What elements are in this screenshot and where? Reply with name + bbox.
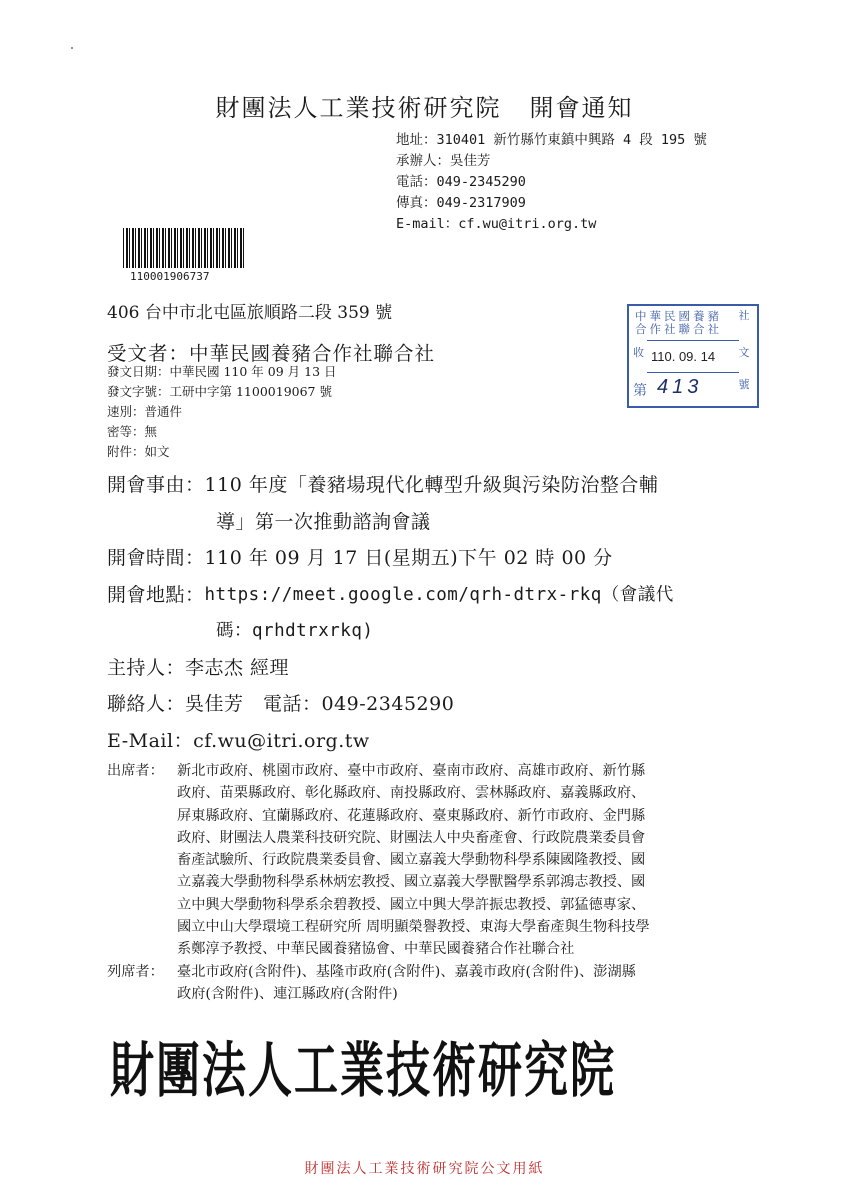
attendees-block (107, 760, 737, 961)
copies-block (107, 961, 737, 1006)
meeting-place-line2: 碼：qrhdtrxrkq) (216, 621, 374, 641)
meeting-reason (107, 467, 727, 504)
meeting-details (107, 467, 727, 759)
attendees-line: 畜產試驗所、行政院農業委員會、國立嘉義大學動物科學系陳國隆教授、國 (177, 852, 646, 869)
received-stamp (627, 304, 759, 408)
stamp-divider (647, 372, 739, 373)
attendees-line: 立中興大學動物科學系余碧教授、國立中興大學許振忠教授、郭猛德專家、 (177, 896, 646, 913)
meeting-reason-line1: 110 年度「養豬場現代化轉型升級與污染防治整合輔 (204, 474, 659, 496)
meeting-place (107, 577, 727, 614)
meta-speed: 速別：普通件 (107, 404, 183, 419)
recipient-address: 406 台中市北屯區旅順路二段 359 號 (107, 303, 393, 323)
meta-attachment: 附件：如文 (107, 444, 170, 459)
stamp-char-4: 第 (633, 383, 647, 399)
meeting-place-label: 開會地點： (107, 583, 205, 606)
copies-line: 政府(含附件)、連江縣政府(含附件) (177, 985, 398, 1002)
scan-speck (71, 47, 73, 49)
stamp-divider (647, 340, 739, 341)
sender-address: 地址：310401 新竹縣竹東鎮中興路 4 段 195 號 (396, 132, 707, 148)
attendees-line: 國立中山大學環境工程研究所 周明顯榮譽教授、東海大學畜產與生物科技學 (177, 919, 650, 936)
title-org: 財團法人工業技術研究院 (215, 94, 502, 122)
stamp-char-3: 號 (738, 378, 750, 391)
attendees-line: 新北市政府、桃園市政府、臺中市政府、臺南市政府、高雄市政府、新竹縣 (177, 763, 646, 779)
meeting-host: 主持人：李志杰 經理 (107, 656, 290, 679)
recipient: 受文者：中華民國養豬合作社聯合社 (107, 342, 436, 365)
footer: 財團法人工業技術研究院公文用紙 (304, 1161, 545, 1177)
sender-handler: 承辦人：吳佳芳 (396, 153, 491, 169)
attendees-line: 系鄭淳予教授、中華民國養豬協會、中華民國養豬合作社聯合社 (177, 941, 575, 958)
meeting-contact: 聯絡人：吳佳芳 電話：049-2345290 (107, 693, 455, 715)
barcode-image (123, 228, 245, 268)
meta-secrecy: 密等：無 (107, 424, 158, 439)
meta-date: 發文日期：中華民國 110 年 09 月 13 日 (107, 364, 337, 379)
stamp-char-she: 社 (738, 309, 750, 322)
copies-line: 臺北市政府(含附件)、基隆市政府(含附件)、嘉義市政府(含附件)、澎湖縣 (177, 963, 636, 980)
attendees-line: 政府、財團法人農業科技研究院、財團法人中央畜產會、行政院農業委員會 (177, 829, 646, 846)
meeting-time-value: 110 年 09 月 17 日(星期五)下午 02 時 00 分 (204, 547, 613, 569)
stamp-char-2: 文 (738, 346, 750, 359)
barcode-number: 110001906737 (130, 270, 210, 283)
stamp-number: 413 (657, 376, 703, 398)
attendees-line: 立嘉義大學動物科學系林炳宏教授、國立嘉義大學獸醫學系郭鴻志教授、國 (177, 874, 646, 891)
attendees-label: 出席者： (107, 763, 164, 779)
sender-fax: 傳真：049-2317909 (396, 195, 526, 211)
copies-list (177, 961, 737, 1006)
stamp-org: 中華民國養豬合作社聯合社 (635, 309, 722, 336)
meeting-time (107, 540, 727, 577)
stamp-date: 110. 09. 14 (651, 349, 716, 364)
sender-phone: 電話：049-2345290 (396, 174, 526, 190)
sender-email: E-mail：cf.wu@itri.org.tw (396, 216, 597, 232)
org-seal-stamp: 財團法人工業技術研究院 (110, 1036, 616, 1106)
meeting-time-label: 開會時間： (107, 547, 205, 569)
attendees-list (177, 760, 737, 961)
sender-info (396, 130, 707, 235)
attendees-line: 政府、苗栗縣政府、彰化縣政府、南投縣政府、雲林縣政府、嘉義縣政府、 (177, 785, 646, 802)
title-doc-type: 開會通知 (529, 94, 634, 122)
meeting-place-line1: https://meet.google.com/qrh-dtrx-rkq（會議代 (204, 584, 674, 605)
attendees-line: 屏東縣政府、宜蘭縣政府、花蓮縣政府、臺東縣政府、新竹市政府、金門縣 (177, 807, 646, 824)
document-meta (107, 362, 337, 462)
meta-number: 發文字號：工研中字第 1100019067 號 (107, 384, 332, 399)
document-title (0, 88, 849, 123)
meeting-reason-line2: 導」第一次推動諮詢會議 (216, 510, 431, 533)
stamp-char-1: 收 (633, 346, 644, 359)
attendee-section (107, 760, 737, 1005)
meeting-email: E-Mail：cf.wu@itri.org.tw (107, 729, 370, 752)
meeting-reason-label: 開會事由： (107, 474, 205, 496)
copies-label: 列席者： (107, 963, 164, 980)
